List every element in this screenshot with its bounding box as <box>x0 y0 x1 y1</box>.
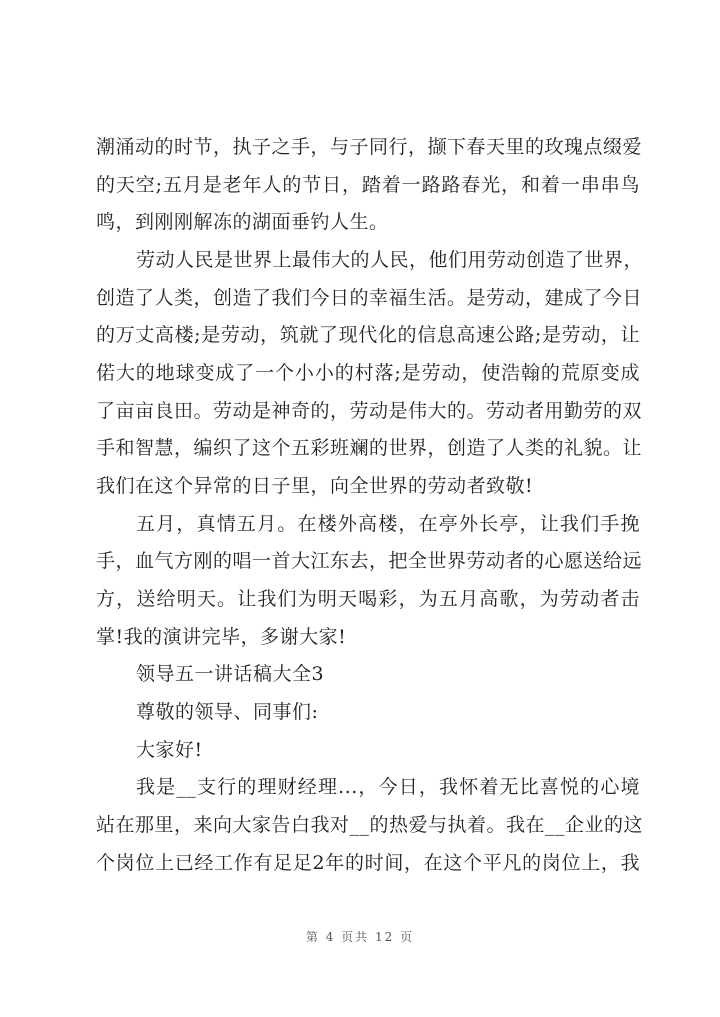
greeting: 大家好! <box>136 739 203 761</box>
page-footer: 第 4 页共 12 页 <box>305 930 415 944</box>
text-line: 潮涌动的时节，执子之手，与子同行，撷下春天里的玫瑰点缀爱 <box>96 136 643 158</box>
text-line: 个岗位上已经工作有足足2年的时间，在这个平凡的岗位上，我 <box>96 852 640 874</box>
text-line: 五月，真情五月。在楼外高楼，在亭外长亭，让我们手挽 <box>136 513 640 535</box>
text-line: 了亩亩良田。劳动是神奇的，劳动是伟大的。劳动者用勤劳的双 <box>96 400 643 422</box>
text-line: 方，送给明天。让我们为明天喝彩，为五月高歌，为劳动者击 <box>96 588 640 610</box>
text-line: 鸣，到刚刚解冻的湖面垂钓人生。 <box>96 211 389 233</box>
text-line: 站在那里，来向大家告白我对__的热爱与执着。我在__企业的这 <box>96 814 644 836</box>
text-line: 掌!我的演讲完毕，多谢大家! <box>96 626 347 648</box>
text-line: 劳动人民是世界上最伟大的人民，他们用劳动创造了世界， <box>136 249 644 271</box>
text-line: 的万丈高楼;是劳动，筑就了现代化的信息高速公路;是劳动，让 <box>96 324 640 346</box>
salutation: 尊敬的领导、同事们: <box>136 701 319 723</box>
section-heading: 领导五一讲话稿大全3 <box>136 663 325 685</box>
text-line: 我是__支行的理财经理...，今日，我怀着无比喜悦的心境 <box>136 776 640 798</box>
text-line: 我们在这个异常的日子里，向全世界的劳动者致敬! <box>96 475 534 497</box>
text-line: 手和智慧，编织了这个五彩班斓的世界，创造了人类的礼貌。让 <box>96 437 643 459</box>
text-line: 偌大的地球变成了一个小小的村落;是劳动，使浩翰的荒原变成 <box>96 362 640 384</box>
text-line: 手，血气方刚的唱一首大江东去，把全世界劳动者的心愿送给远 <box>96 550 643 572</box>
text-line: 创造了人类，创造了我们今日的幸福生活。是劳动，建成了今日 <box>96 287 643 309</box>
text-line: 的天空;五月是老年人的节日，踏着一路路春光，和着一串串鸟 <box>96 174 640 196</box>
